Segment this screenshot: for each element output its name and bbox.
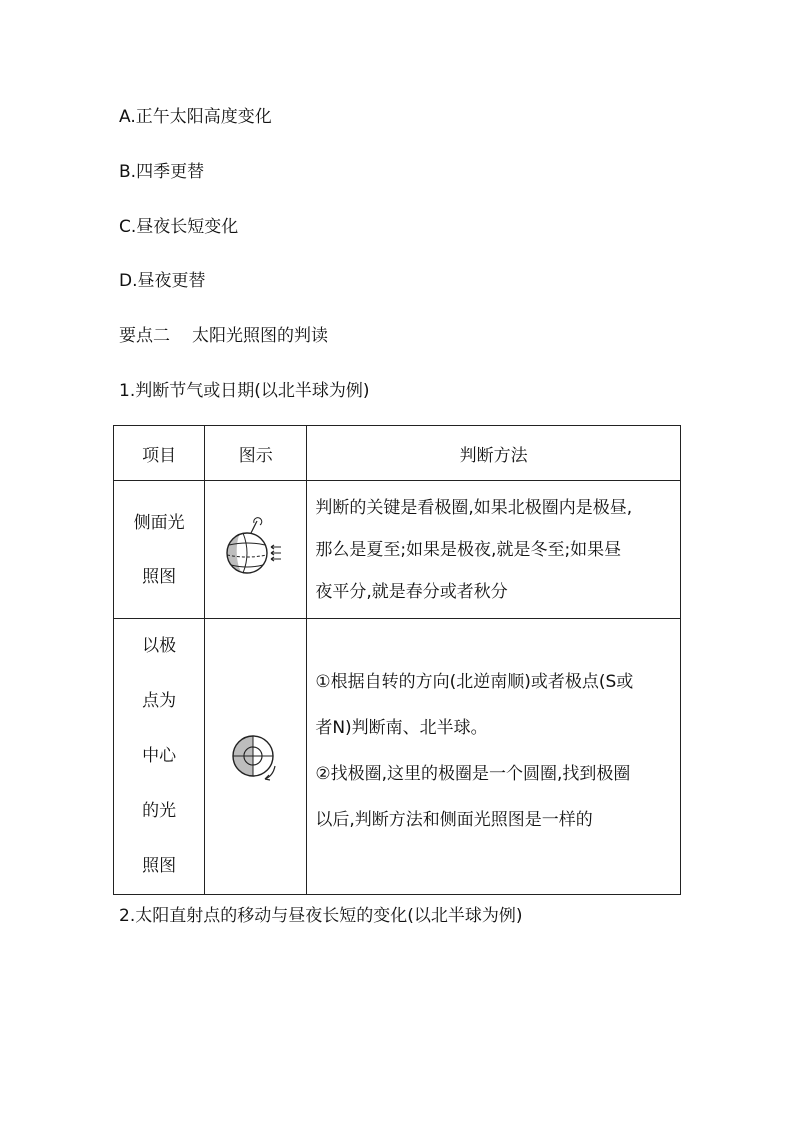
subheading-2: 2.太阳直射点的移动与昼夜长短的变化(以北半球为例) [119,906,523,926]
section-heading [119,325,328,347]
item-line: 照图 [142,856,177,876]
polar-view-globe-icon [221,722,291,792]
side-view-globe-icon [221,515,291,585]
method-line: 以后,判断方法和侧面光照图是一样的 [315,810,593,830]
item-line: 侧面光 [133,512,185,533]
item-side-view [114,481,205,619]
item-line: 的光 [142,801,177,821]
table-row-side-view [114,481,681,619]
option-d: D.昼夜更替 [119,271,206,291]
option-b: B.四季更替 [119,162,205,182]
option-c: C.昼夜长短变化 [119,217,239,237]
header-item: 项目 [114,426,205,481]
option-a: A.正午太阳高度变化 [119,107,272,127]
item-polar-view [114,619,205,895]
judgement-table [113,425,681,895]
figure-side-view [205,481,307,619]
method-polar-view [307,619,681,895]
figure-polar-view [205,619,307,895]
section-label: 要点二 [119,326,170,346]
method-line: 者N)判断南、北半球。 [315,718,488,738]
item-line: 照图 [142,566,177,587]
method-line: ②找极圈,这里的极圈是一个圆圈,找到极圈 [315,764,631,784]
method-line: 那么是夏至;如果是极夜,就是冬至;如果昼 [315,540,622,560]
header-method: 判断方法 [307,426,681,481]
method-line: 判断的关键是看极圈,如果北极圈内是极昼, [315,498,633,518]
header-figure: 图示 [205,426,307,481]
table-header-row [114,426,681,481]
item-line: 以极 [142,636,177,656]
method-side-view [307,481,681,619]
subheading-1: 1.判断节气或日期(以北半球为例) [119,381,370,401]
table-row-polar-view [114,619,681,895]
item-line: 中心 [142,746,177,766]
method-line: ①根据自转的方向(北逆南顺)或者极点(S或 [315,672,634,692]
section-title: 太阳光照图的判读 [192,326,328,346]
method-line: 夜平分,就是春分或者秋分 [315,582,508,602]
item-line: 点为 [142,691,177,711]
